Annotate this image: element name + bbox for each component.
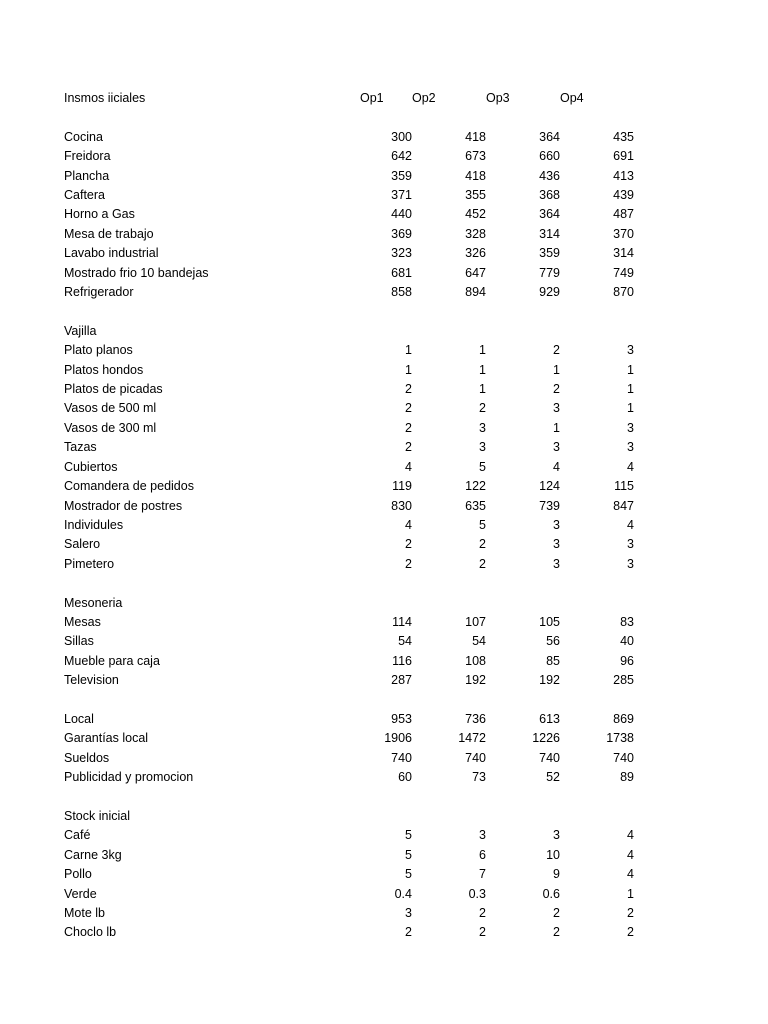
cell-op4: 847 — [613, 498, 634, 513]
section-title-row — [64, 322, 634, 341]
table-row — [64, 147, 634, 166]
cell-op2: 1 — [479, 343, 486, 358]
row-label: Individules — [64, 517, 124, 532]
cell-op2: 54 — [472, 634, 486, 649]
table-row — [64, 729, 634, 748]
cell-op4: 40 — [620, 634, 634, 649]
table-row — [64, 535, 634, 554]
cell-op3: 2 — [553, 343, 560, 358]
row-label: Pimetero — [64, 556, 115, 571]
section-title-row — [64, 807, 634, 826]
table-body — [64, 108, 634, 942]
cell-op3: 52 — [546, 770, 560, 785]
row-label: Pollo — [64, 867, 92, 882]
spacer-cell — [64, 788, 354, 807]
cell-op3: 1 — [553, 362, 560, 377]
cell-op1: 300 — [391, 129, 412, 144]
cell-op1: 2 — [405, 556, 412, 571]
spacer-row — [64, 691, 634, 710]
table-row — [64, 477, 634, 496]
cell-op1: 287 — [391, 673, 412, 688]
row-label: Local — [64, 711, 94, 726]
cell-op2: 673 — [465, 149, 486, 164]
cell-op4: 4 — [627, 867, 634, 882]
cell-op2: 73 — [472, 770, 486, 785]
cell-op2: 1472 — [458, 731, 486, 746]
cell-op4: 4 — [627, 459, 634, 474]
cell-op3: 1 — [553, 420, 560, 435]
row-label: Plato planos — [64, 343, 133, 358]
spacer-cell — [64, 108, 354, 127]
cell-op4: 2 — [627, 905, 634, 920]
cell-op4: 1 — [627, 382, 634, 397]
cell-op3: 85 — [546, 653, 560, 668]
cell-op2: 192 — [465, 673, 486, 688]
cell-op3: 2 — [553, 905, 560, 920]
cell-op2: 418 — [465, 168, 486, 183]
table-row — [64, 497, 634, 516]
cell-op4: 3 — [627, 440, 634, 455]
cell-op1: 1 — [405, 362, 412, 377]
row-label: Mote lb — [64, 905, 105, 920]
cell-op3: 739 — [539, 498, 560, 513]
row-label: Tazas — [64, 440, 97, 455]
cell-op3: 2 — [553, 382, 560, 397]
cell-op4: 4 — [627, 847, 634, 862]
cell-op2: 3 — [479, 440, 486, 455]
cell-op3: 4 — [553, 459, 560, 474]
cell-op1: 2 — [405, 420, 412, 435]
row-label: Vasos de 500 ml — [64, 401, 157, 416]
spacer-row — [64, 788, 634, 807]
row-label: Carne 3kg — [64, 847, 122, 862]
cell-op3: 613 — [539, 711, 560, 726]
cell-op3: 0.6 — [542, 886, 560, 901]
table-row — [64, 671, 634, 690]
cell-op1: 371 — [391, 188, 412, 203]
cell-op1: 4 — [405, 459, 412, 474]
cell-op3: 56 — [546, 634, 560, 649]
cell-op1: 2 — [405, 925, 412, 940]
cell-op4: 413 — [613, 168, 634, 183]
table-row — [64, 205, 634, 224]
cell-op4: 2 — [627, 925, 634, 940]
cell-op1: 3 — [405, 905, 412, 920]
cell-op3: 124 — [539, 479, 560, 494]
cell-op4: 4 — [627, 828, 634, 843]
cell-op4: 1738 — [606, 731, 634, 746]
header-op1: Op1 — [360, 91, 384, 105]
cell-op2: 108 — [465, 653, 486, 668]
cell-op4: 1 — [627, 886, 634, 901]
cell-op1: 359 — [391, 168, 412, 183]
cell-op4: 869 — [613, 711, 634, 726]
cell-op4: 3 — [627, 343, 634, 358]
cell-op2: 0.3 — [468, 886, 486, 901]
cell-op4: 740 — [613, 750, 634, 765]
cell-op3: 192 — [539, 673, 560, 688]
row-label: Mesa de trabajo — [64, 226, 154, 241]
row-label: Refrigerador — [64, 285, 134, 300]
row-label: Freidora — [64, 149, 111, 164]
cell-op4: 96 — [620, 653, 634, 668]
cell-op1: 1 — [405, 343, 412, 358]
row-label: Plancha — [64, 168, 110, 183]
table-row — [64, 225, 634, 244]
header-row — [64, 89, 634, 108]
cell-op3: 9 — [553, 867, 560, 882]
cell-op3: 3 — [553, 828, 560, 843]
row-label: Mostrador de postres — [64, 498, 183, 513]
table-row — [64, 244, 634, 263]
cell-op4: 1 — [627, 401, 634, 416]
table-row — [64, 923, 634, 942]
cell-op1: 2 — [405, 440, 412, 455]
cell-op1: 114 — [392, 614, 412, 629]
table-row — [64, 186, 634, 205]
row-label: Horno a Gas — [64, 207, 135, 222]
cell-op2: 355 — [465, 188, 486, 203]
cell-op4: 370 — [613, 226, 634, 241]
cell-op4: 691 — [613, 149, 634, 164]
cell-op3: 364 — [539, 207, 560, 222]
cell-op3: 3 — [553, 401, 560, 416]
table-row — [64, 613, 634, 632]
cell-op2: 5 — [479, 517, 486, 532]
cell-op3: 779 — [539, 265, 560, 280]
table-row — [64, 632, 634, 651]
cell-op1: 60 — [398, 770, 412, 785]
spacer-row — [64, 574, 634, 593]
cell-op3: 368 — [539, 188, 560, 203]
header-op3: Op3 — [486, 91, 510, 105]
cell-op3: 660 — [539, 149, 560, 164]
cell-op1: 119 — [392, 479, 412, 494]
section-title: Stock inicial — [64, 808, 130, 823]
cell-op2: 2 — [479, 537, 486, 552]
cell-op4: 1 — [627, 362, 634, 377]
cell-op1: 369 — [391, 226, 412, 241]
cell-op4: 83 — [620, 614, 634, 629]
cell-op3: 105 — [539, 614, 560, 629]
row-label: Mueble para caja — [64, 653, 160, 668]
cell-op2: 740 — [465, 750, 486, 765]
cell-op1: 2 — [405, 382, 412, 397]
cell-op4: 3 — [627, 537, 634, 552]
cell-op2: 326 — [465, 246, 486, 261]
spacer-row — [64, 302, 634, 321]
cell-op3: 364 — [539, 129, 560, 144]
cell-op3: 314 — [539, 226, 560, 241]
table-row — [64, 283, 634, 302]
cell-op1: 740 — [391, 750, 412, 765]
table-row — [64, 361, 634, 380]
cell-op3: 2 — [553, 925, 560, 940]
table-row — [64, 516, 634, 535]
cell-op4: 89 — [620, 770, 634, 785]
row-label: Sillas — [64, 634, 94, 649]
row-label: Platos de picadas — [64, 382, 163, 397]
table-row — [64, 458, 634, 477]
cell-op4: 285 — [613, 673, 634, 688]
cell-op4: 314 — [613, 246, 634, 261]
table-row — [64, 652, 634, 671]
cell-op1: 681 — [391, 265, 412, 280]
cell-op1: 116 — [392, 653, 412, 668]
row-label: Mesas — [64, 614, 101, 629]
cell-op4: 3 — [627, 420, 634, 435]
row-label: Cocina — [64, 129, 103, 144]
cell-op4: 4 — [627, 517, 634, 532]
table-row — [64, 341, 634, 360]
cell-op3: 436 — [539, 168, 560, 183]
cell-op2: 328 — [465, 226, 486, 241]
cell-op2: 2 — [479, 905, 486, 920]
cell-op4: 3 — [627, 556, 634, 571]
cell-op1: 5 — [405, 867, 412, 882]
table-row — [64, 846, 634, 865]
cost-table — [64, 89, 634, 943]
table-row — [64, 885, 634, 904]
cell-op2: 5 — [479, 459, 486, 474]
cell-op1: 2 — [405, 537, 412, 552]
cell-op1: 953 — [391, 711, 412, 726]
cell-op3: 740 — [539, 750, 560, 765]
cell-op2: 2 — [479, 556, 486, 571]
row-label: Television — [64, 673, 119, 688]
cell-op3: 10 — [546, 847, 560, 862]
row-label: Comandera de pedidos — [64, 479, 194, 494]
cell-op1: 830 — [391, 498, 412, 513]
row-label: Publicidad y promocion — [64, 770, 194, 785]
table-row — [64, 419, 634, 438]
spacer-cell — [64, 302, 354, 321]
cell-op2: 6 — [479, 847, 486, 862]
spacer-cell — [64, 574, 354, 593]
header-op2: Op2 — [412, 91, 436, 105]
row-label: Vasos de 300 ml — [64, 420, 157, 435]
cell-op2: 122 — [465, 479, 486, 494]
cell-op1: 1906 — [384, 731, 412, 746]
cell-op2: 1 — [479, 382, 486, 397]
cell-op1: 642 — [391, 149, 412, 164]
cell-op4: 749 — [613, 265, 634, 280]
cell-op3: 3 — [553, 440, 560, 455]
row-label: Cubiertos — [64, 459, 118, 474]
cell-op2: 736 — [465, 711, 486, 726]
cell-op4: 439 — [613, 188, 634, 203]
cell-op1: 0.4 — [394, 886, 412, 901]
table-row — [64, 264, 634, 283]
spacer-row — [64, 108, 634, 127]
row-label: Sueldos — [64, 750, 110, 765]
table-row — [64, 865, 634, 884]
cell-op2: 2 — [479, 401, 486, 416]
cell-op2: 107 — [465, 614, 486, 629]
table-row — [64, 826, 634, 845]
section-title: Vajilla — [64, 323, 97, 338]
cell-op4: 870 — [613, 285, 634, 300]
row-label: Lavabo industrial — [64, 246, 159, 261]
cell-op3: 359 — [539, 246, 560, 261]
cell-op1: 858 — [391, 285, 412, 300]
cell-op4: 435 — [613, 129, 634, 144]
cell-op3: 929 — [539, 285, 560, 300]
cell-op1: 440 — [391, 207, 412, 222]
row-label: Choclo lb — [64, 925, 117, 940]
section-title: Mesoneria — [64, 595, 123, 610]
cell-op1: 4 — [405, 517, 412, 532]
table-row — [64, 768, 634, 787]
cell-op2: 635 — [465, 498, 486, 513]
row-label: Garantías local — [64, 731, 149, 746]
table-row — [64, 904, 634, 923]
cell-op2: 7 — [479, 867, 486, 882]
row-label: Mostrado frio 10 bandejas — [64, 265, 209, 280]
cell-op2: 1 — [479, 362, 486, 377]
table-row — [64, 438, 634, 457]
row-label: Caftera — [64, 188, 105, 203]
cell-op4: 487 — [613, 207, 634, 222]
spacer-cell — [64, 691, 354, 710]
table-row — [64, 710, 634, 729]
cell-op3: 3 — [553, 537, 560, 552]
cell-op3: 1226 — [532, 731, 560, 746]
table-row — [64, 128, 634, 147]
table-row — [64, 380, 634, 399]
cell-op3: 3 — [553, 556, 560, 571]
row-label: Café — [64, 828, 91, 843]
cell-op4: 115 — [614, 479, 634, 494]
table-row — [64, 555, 634, 574]
row-label: Verde — [64, 886, 97, 901]
header-label: Insmos iiciales — [64, 91, 146, 105]
row-label: Platos hondos — [64, 362, 144, 377]
table-row — [64, 167, 634, 186]
table-row — [64, 399, 634, 418]
table-row — [64, 749, 634, 768]
cell-op1: 54 — [398, 634, 412, 649]
cell-op2: 3 — [479, 420, 486, 435]
row-label: Salero — [64, 537, 101, 552]
cell-op1: 5 — [405, 847, 412, 862]
cell-op2: 894 — [465, 285, 486, 300]
cell-op2: 3 — [479, 828, 486, 843]
header-op4: Op4 — [560, 91, 584, 105]
cell-op3: 3 — [553, 517, 560, 532]
cell-op1: 2 — [405, 401, 412, 416]
cell-op2: 452 — [465, 207, 486, 222]
cell-op2: 2 — [479, 925, 486, 940]
cell-op2: 418 — [465, 129, 486, 144]
section-title-row — [64, 594, 634, 613]
cell-op1: 323 — [391, 246, 412, 261]
cell-op1: 5 — [405, 828, 412, 843]
cell-op2: 647 — [465, 265, 486, 280]
